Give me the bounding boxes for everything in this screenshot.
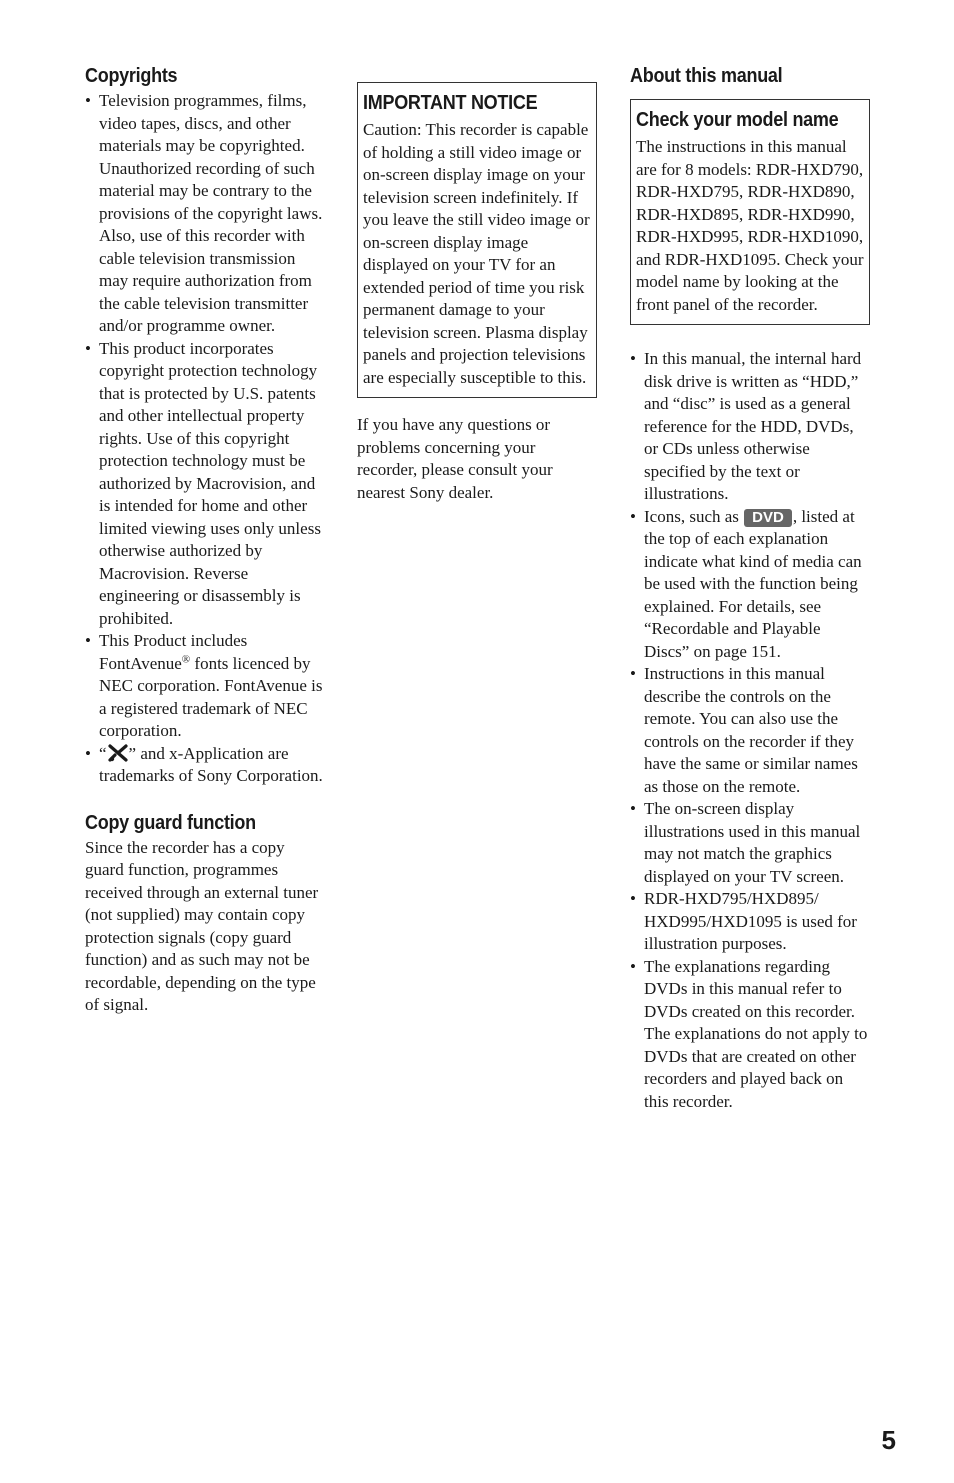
copyrights-heading: Copyrights (85, 65, 178, 87)
list-item-fontavenue (85, 630, 325, 743)
copy-guard-heading: Copy guard function (85, 811, 256, 834)
list-item-x-application (85, 743, 325, 788)
icons-text-before: Icons, such as (644, 506, 744, 526)
icons-text-after: , listed at the top of each explanation indicate what kind of media can be used with the function being explained. For details, see “Recordable and Playable Discs” on page 151. (644, 506, 862, 661)
questions-text: If you have any questions or problems concerning your recorder, please consult your nearest Sony dealer. (357, 415, 553, 502)
about-manual-list (630, 348, 870, 1113)
check-model-name-box (630, 99, 870, 325)
about-manual-heading: About this manual (630, 65, 783, 87)
important-notice-heading: IMPORTANT NOTICE (363, 92, 538, 114)
list-item: • Television programmes, films, video tapes, discs, and other materials may be copyrighted. Unauthorized recording of such material may be contrary to the provisions of the copyright laws. Also, use of this recorder with cable television transmission may require authorization from the cable television transmitter and/or programme owner. (85, 90, 325, 338)
x-application-text: ” and x-Application are trademarks of Sony Corporation. (99, 743, 323, 785)
copyrights-list (85, 90, 325, 788)
important-notice-text: Caution: This recorder is capable of holding a still video image or on-screen display image on your television screen indefinitely. If you leave the still video image or on-screen display image displayed on your TV for an extended period of time you risk permanent damage to your television screen. Plasma display panels and projection televisions are especially susceptible to this. (363, 120, 590, 387)
list-item: • Instructions in this manual describe the controls on the remote. You can also use the controls on the recorder if they have the same or similar names as those on the remote. (630, 663, 870, 798)
copy-guard-text: Since the recorder has a copy guard function, programmes received through an external tuner (not supplied) may contain copy protection signals (copy guard function) and as such may not be recordable, depending on the type of signal. (85, 837, 319, 1014)
open-quote: “ (99, 743, 107, 763)
list-item-icons (630, 506, 870, 664)
list-item: • The on-screen display illustrations used in this manual may not match the graphics displayed on your TV screen. (630, 798, 870, 888)
list-item: • In this manual, the internal hard disk drive is written as “HDD,” and “disc” is used as a general reference for the HDD, DVDs, or CDs unless otherwise specified by the text or illustrations. (630, 348, 870, 506)
dvd-media-badge: DVD (744, 509, 792, 527)
right-column (630, 62, 870, 1113)
fontavenue-text-before: This Product includes FontAvenue (99, 631, 248, 673)
list-item: • This product incorporates copyright protection technology that is protected by U.S. patents and other intellectual property rights. Use of this copyright protection technology must be authorized by Macrovision, and is intended for home and other limited viewing uses only unless otherwise authorized by Macrovision. Reverse engineering or disassembly is prohibited. (85, 338, 325, 631)
middle-column (357, 82, 597, 504)
page-number: 5 (881, 1425, 896, 1455)
important-notice-box (357, 82, 597, 398)
fontavenue-text-after: fonts licenced by NEC corporation. FontAvenue is a registered trademark of NEC corporation. (99, 653, 323, 740)
left-column (85, 62, 325, 1017)
check-model-name-text: The instructions in this manual are for 8 models: RDR-HXD790, RDR-HXD795, RDR-HXD890, RDR-HXD895, RDR-HXD990, RDR-HXD995, RDR-HXD1090, and RDR-HXD1095. Check your model name by looking at the front panel of the recorder. (636, 137, 864, 314)
registered-mark: ® (181, 652, 191, 665)
check-model-name-heading: Check your model name (636, 109, 839, 131)
list-item: • The explanations regarding DVDs in this manual refer to DVDs created on this recorder. The explanations do not apply to DVDs that are created on other recorders and played back on this recorder. (630, 956, 870, 1114)
list-item: • RDR-HXD795/HXD895/ HXD995/HXD1095 is used for illustration purposes. (630, 888, 870, 956)
x-application-logo-icon (107, 744, 129, 762)
